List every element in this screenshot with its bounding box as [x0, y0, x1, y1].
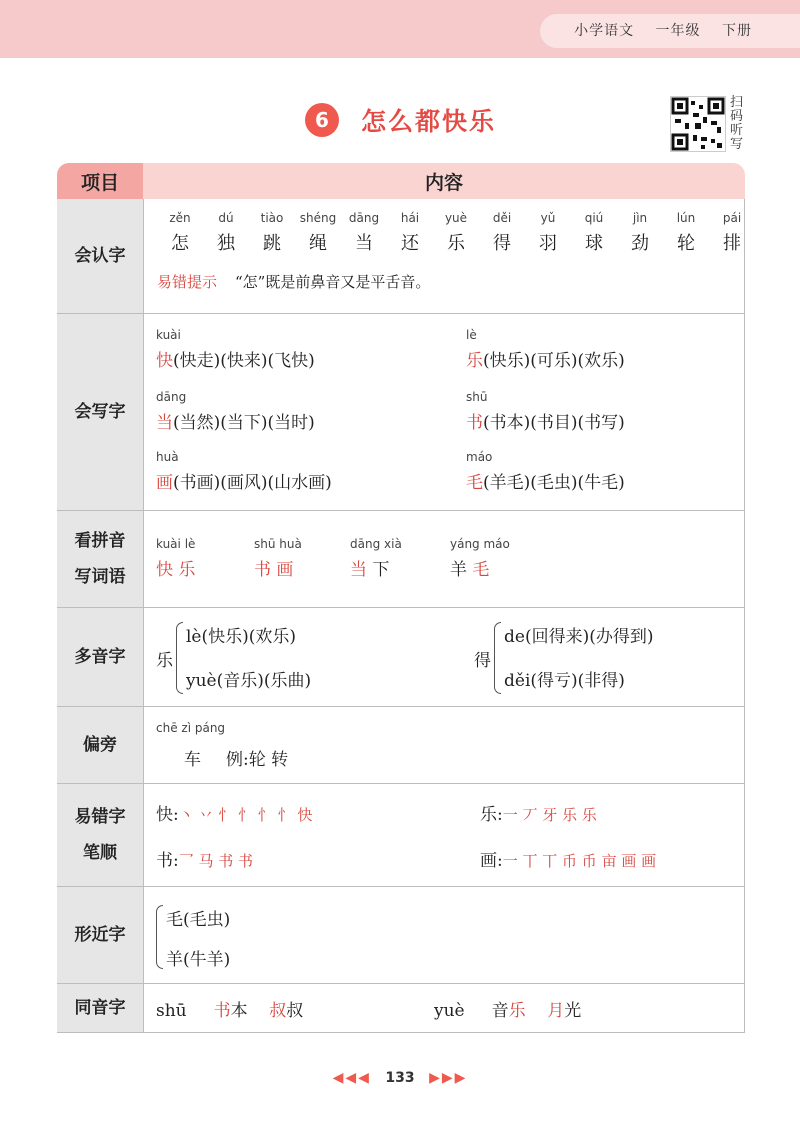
- pinyin: pái: [722, 211, 742, 225]
- pinyin: hái: [400, 211, 420, 225]
- hanzi: 绳: [309, 233, 327, 254]
- polyphone-reading: de(回得来)(办得到): [504, 627, 654, 647]
- polyphone-reading: lè(快乐)(欢乐): [186, 627, 297, 647]
- table-row-similar: [57, 887, 745, 984]
- radical-example: 例:轮 转: [226, 750, 289, 770]
- table-header: [57, 163, 745, 199]
- left-arrows-icon: ◀◀◀: [332, 1070, 371, 1086]
- book-info: [558, 20, 752, 40]
- table-row-stroke-order: [57, 784, 745, 887]
- table-row-radical: [57, 707, 745, 784]
- similar-char: 羊(牛羊): [166, 950, 231, 970]
- lesson-summary-table: [57, 163, 745, 1033]
- hanzi: 快: [156, 560, 173, 580]
- row-label-line: 写词语: [74, 567, 126, 587]
- lesson-title: 怎么都快乐: [361, 107, 497, 136]
- hanzi: 当: [350, 560, 367, 580]
- write-item: [466, 450, 625, 493]
- char-cell: [617, 211, 663, 255]
- row-label: [57, 511, 144, 607]
- stroke-item: [480, 800, 597, 825]
- row-label: 偏旁: [57, 707, 144, 783]
- char-cell: [387, 211, 433, 255]
- char-cell: [709, 211, 755, 255]
- char-cell: [203, 211, 249, 255]
- char-cell: [341, 211, 387, 255]
- table-row-write: [57, 314, 745, 511]
- stroke-item: [480, 846, 656, 871]
- hanzi: 羽: [539, 233, 557, 254]
- stroke-head: 快:: [156, 805, 179, 825]
- row-label: [57, 784, 144, 886]
- homophone-left: [156, 996, 303, 1021]
- lesson-number-badge: 6: [305, 103, 339, 137]
- write-item: [466, 328, 625, 371]
- pinyin-word: [156, 537, 195, 580]
- pinyin: jìn: [632, 211, 648, 225]
- char-cell: [571, 211, 617, 255]
- char-cell: [479, 211, 525, 255]
- hanzi: 书: [466, 413, 483, 433]
- row-label-line: 看拼音: [74, 531, 126, 551]
- row-label: 多音字: [57, 608, 144, 706]
- stroke-sequence: 丶 丷 忄 忄 忄 忄 快: [178, 806, 313, 824]
- pinyin: máo: [466, 450, 493, 464]
- volume-label: 下册: [722, 23, 752, 39]
- hanzi: 毛: [472, 560, 490, 580]
- pinyin: shéng: [299, 211, 337, 225]
- page-number: 133: [385, 1070, 415, 1086]
- words: (快走)(快来)(飞快): [173, 351, 315, 371]
- hanzi: 光: [564, 1001, 582, 1021]
- pinyin: qiú: [584, 211, 604, 225]
- row-content: [144, 984, 744, 1032]
- pinyin: lún: [676, 211, 696, 225]
- row-content: [144, 314, 744, 510]
- pinyin-word: [254, 537, 302, 580]
- pinyin: chē zì páng: [156, 721, 226, 735]
- row-content: [144, 887, 744, 983]
- hanzi: 乐: [466, 351, 483, 371]
- row-label: 会写字: [57, 314, 144, 510]
- pinyin: shū: [156, 1001, 187, 1021]
- error-tip: [157, 271, 430, 292]
- pinyin: kuài lè: [156, 537, 196, 551]
- row-content: [144, 784, 744, 886]
- subject-label: 小学语文: [574, 23, 635, 39]
- hanzi: 书: [254, 560, 271, 580]
- hanzi: 乐: [178, 560, 196, 580]
- pinyin-word: [350, 537, 402, 580]
- write-item: [156, 328, 315, 371]
- hanzi: 快: [156, 351, 173, 371]
- char-cell: [249, 211, 295, 255]
- polyphone-reading: yuè(音乐)(乐曲): [186, 671, 312, 691]
- write-item: [156, 450, 332, 493]
- pinyin: yáng máo: [450, 537, 510, 551]
- tip-label: 易错提示: [157, 273, 218, 291]
- row-label: 同音字: [57, 984, 144, 1032]
- hanzi: 球: [585, 233, 603, 254]
- qr-code-icon[interactable]: [670, 96, 726, 152]
- hanzi: 书: [213, 1001, 231, 1021]
- pinyin: yuè: [444, 211, 468, 225]
- hanzi: 画: [156, 473, 173, 493]
- char-cell: [525, 211, 571, 255]
- stroke-item: [156, 800, 312, 825]
- hanzi: 还: [401, 233, 419, 254]
- polyphone-reading: děi(得亏)(非得): [504, 671, 625, 691]
- pinyin: zěn: [169, 211, 191, 225]
- brace-icon: [176, 622, 183, 694]
- write-item: [466, 390, 625, 433]
- pinyin: dāng: [348, 211, 380, 225]
- right-arrows-icon: ▶▶▶: [429, 1070, 468, 1086]
- pinyin: huà: [156, 450, 179, 464]
- stroke-sequence: 一 丆 牙 乐 乐: [502, 806, 597, 824]
- hanzi: 本: [230, 1001, 248, 1021]
- hanzi: 月: [547, 1001, 565, 1021]
- stroke-head: 画:: [480, 851, 503, 871]
- hanzi: 羊: [450, 560, 467, 580]
- brace-icon: [156, 905, 163, 969]
- pinyin: tiào: [260, 211, 284, 225]
- hanzi: 独: [217, 233, 235, 254]
- pinyin: kuài: [156, 328, 181, 342]
- brace-icon: [494, 622, 501, 694]
- words: (书本)(书目)(书写): [483, 413, 625, 433]
- char-cell: [663, 211, 709, 255]
- hanzi: 画: [276, 560, 294, 580]
- scan-char: 扫: [730, 95, 744, 110]
- pinyin-word: [450, 537, 510, 580]
- row-content: [144, 511, 744, 607]
- row-content: [144, 608, 744, 706]
- scan-char: 写: [730, 137, 744, 152]
- char-cell: [295, 211, 341, 255]
- words: (羊毛)(毛虫)(牛毛): [483, 473, 625, 493]
- stroke-head: 乐:: [480, 805, 503, 825]
- table-row-homophone: [57, 984, 745, 1033]
- homophone-right: [434, 996, 581, 1021]
- row-label-line: 易错字: [74, 807, 126, 827]
- pinyin: shū huà: [254, 537, 302, 551]
- pinyin: shū: [466, 390, 488, 404]
- tip-text: “怎”既是前鼻音又是平舌音。: [235, 273, 431, 291]
- words: (快乐)(可乐)(欢乐): [483, 351, 625, 371]
- table-row-polyphone: [57, 608, 745, 707]
- row-content: [144, 199, 744, 313]
- page-footer: [0, 1070, 800, 1086]
- hanzi: 当: [355, 233, 373, 254]
- hanzi: 当: [156, 413, 173, 433]
- hanzi: 叔: [286, 1001, 304, 1021]
- hanzi: 怎: [171, 233, 189, 254]
- hanzi: 轮: [677, 233, 695, 254]
- row-label: 形近字: [57, 887, 144, 983]
- pinyin: dāng: [156, 390, 187, 404]
- stroke-sequence: 乛 马 书 书: [178, 852, 254, 870]
- pinyin: yǔ: [540, 211, 556, 225]
- words: (当然)(当下)(当时): [173, 413, 315, 433]
- hanzi: 排: [723, 233, 741, 254]
- stroke-item: [156, 846, 253, 871]
- recognize-char-list: [157, 211, 755, 255]
- radical-char: 车: [184, 750, 201, 770]
- write-item: [156, 390, 315, 433]
- hanzi: 劲: [631, 233, 649, 254]
- similar-char: 毛(毛虫): [166, 910, 231, 930]
- scan-char: 听: [730, 123, 744, 138]
- grade-label: 一年级: [655, 23, 701, 39]
- stroke-head: 书:: [156, 851, 179, 871]
- pinyin: děi: [492, 211, 512, 225]
- pinyin: lè: [466, 328, 477, 342]
- stroke-sequence: 一 丅 丅 币 币 亩 画 画: [502, 852, 657, 870]
- row-content: [144, 707, 744, 783]
- hanzi: 得: [493, 233, 511, 254]
- char-cell: [157, 211, 203, 255]
- pinyin: dāng xià: [350, 537, 402, 551]
- hanzi: 音: [491, 1001, 509, 1021]
- hanzi: 毛: [466, 473, 483, 493]
- hanzi: 跳: [263, 233, 281, 254]
- pinyin: dú: [218, 211, 234, 225]
- polyphone-char: 得: [474, 651, 491, 671]
- table-row-recognize: [57, 199, 745, 314]
- scan-char: 码: [730, 109, 744, 124]
- pinyin: yuè: [434, 1001, 465, 1021]
- row-label-line: 笔顺: [83, 843, 117, 863]
- table-row-pinyin-words: [57, 511, 745, 608]
- header-content: 内容: [143, 163, 745, 199]
- row-label: 会认字: [57, 199, 144, 313]
- header-item: 项目: [57, 163, 143, 199]
- hanzi: 乐: [447, 233, 465, 254]
- lesson-title-bar: [305, 100, 496, 140]
- words: (书画)(画风)(山水画): [173, 473, 332, 493]
- char-cell: [433, 211, 479, 255]
- hanzi: 乐: [508, 1001, 526, 1021]
- hanzi: 叔: [269, 1001, 287, 1021]
- scan-to-listen-label: [730, 96, 746, 152]
- polyphone-char: 乐: [156, 651, 173, 671]
- hanzi: 下: [372, 560, 390, 580]
